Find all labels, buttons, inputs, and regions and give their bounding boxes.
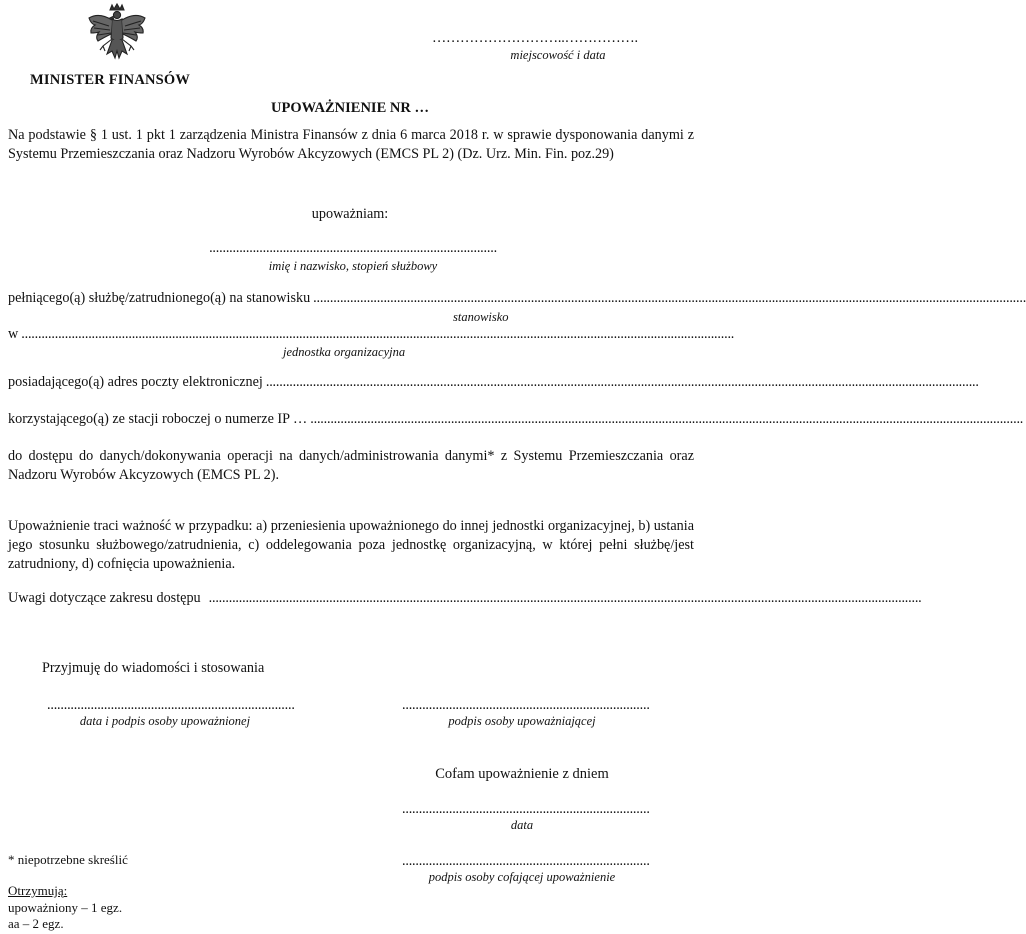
unit-row <box>8 326 735 343</box>
position-row <box>8 290 1026 307</box>
eagle-emblem-icon <box>85 4 149 70</box>
revoke-date-field[interactable]: .......................................................................... <box>402 801 650 817</box>
authorize-text: upoważniam: <box>311 206 389 222</box>
recipient-2: aa – 2 egz. <box>8 916 64 931</box>
sign-left-field[interactable]: .......................................................................... <box>47 697 295 713</box>
revoke-sign-label: podpis osoby cofającej upoważnienie <box>428 870 616 884</box>
access-paragraph: do dostępu do danych/dokonywania operacji na danych/administrowania danymi* z Systemu Przemieszczania oraz Nadzoru Wyrobów Akcyzowych (EMCS PL 2). <box>8 448 694 483</box>
sign-left-label: data i podpis osoby upoważnionej <box>79 714 251 728</box>
ip-text: korzystającego(ą) ze stacji roboczej o numerze IP … <box>8 411 308 427</box>
name-field[interactable]: ...................................................................................... <box>209 240 497 256</box>
unit-text: w <box>8 326 19 342</box>
remarks-row <box>8 590 922 607</box>
email-field[interactable]: ..................................................................................................................................................................................................................... <box>265 374 979 390</box>
revoke-sign-field[interactable]: .......................................................................... <box>402 853 650 869</box>
ip-field[interactable]: ..................................................................................................................................................................................................................... <box>310 411 1024 427</box>
position-field[interactable]: ..................................................................................................................................................................................................................... <box>313 290 1026 306</box>
place-date-label: miejscowość i data <box>510 48 606 62</box>
unit-field[interactable]: ..................................................................................................................................................................................................................... <box>21 326 735 342</box>
remarks-field[interactable]: ..................................................................................................................................................................................................................... <box>208 590 922 606</box>
remarks-text: Uwagi dotyczące zakresu dostępu <box>8 590 201 606</box>
ip-row <box>8 411 1024 428</box>
sign-right-label: podpis osoby upoważniającej <box>448 714 596 728</box>
position-label: stanowisko <box>453 310 509 324</box>
revoke-date-label: data <box>510 818 534 832</box>
document-title: UPOWAŻNIENIE NR … <box>271 100 429 116</box>
recipients-title: Otrzymują: <box>8 883 68 898</box>
unit-label: jednostka organizacyjna <box>283 345 406 359</box>
ministry-name: MINISTER FINANSÓW <box>30 72 191 88</box>
position-text: pełniącego(ą) służbę/zatrudnionego(ą) na stanowisku <box>8 290 311 306</box>
email-row <box>8 374 979 391</box>
email-text: posiadającego(ą) adres poczty elektronicznej <box>8 374 263 390</box>
name-label: imię i nazwisko, stopień służbowy <box>268 259 438 273</box>
accept-text: Przyjmuję do wiadomości i stosowania <box>42 660 265 676</box>
expiry-paragraph: Upoważnienie traci ważność w przypadku: a) przeniesienia upoważnionego do innej jednostki organizacyjnej, b) ustania jego stosunku służbowego/zatrudnienia, c) oddelegowania poza jednostkę organizacyjną, w której pełni służbę/jest zatrudniony, d) cofnięcia upoważnienia. <box>8 518 694 572</box>
intro-paragraph: Na podstawie § 1 ust. 1 pkt 1 zarządzenia Ministra Finansów z dnia 6 marca 2018 r. w sprawie dysponowania danymi z Systemu Przemieszczania oraz Nadzoru Wyrobów Akcyzowych (EMCS PL 2) (Dz. Urz. Min. Fin. poz.29) <box>8 127 694 162</box>
footnote: * niepotrzebne skreślić <box>8 852 128 867</box>
revoke-text: Cofam upoważnienie z dniem <box>435 766 609 782</box>
sign-right-field[interactable]: .......................................................................... <box>402 697 650 713</box>
place-date-dots: ………………………..……………. <box>432 30 638 46</box>
recipient-1: upoważniony – 1 egz. <box>8 900 123 915</box>
